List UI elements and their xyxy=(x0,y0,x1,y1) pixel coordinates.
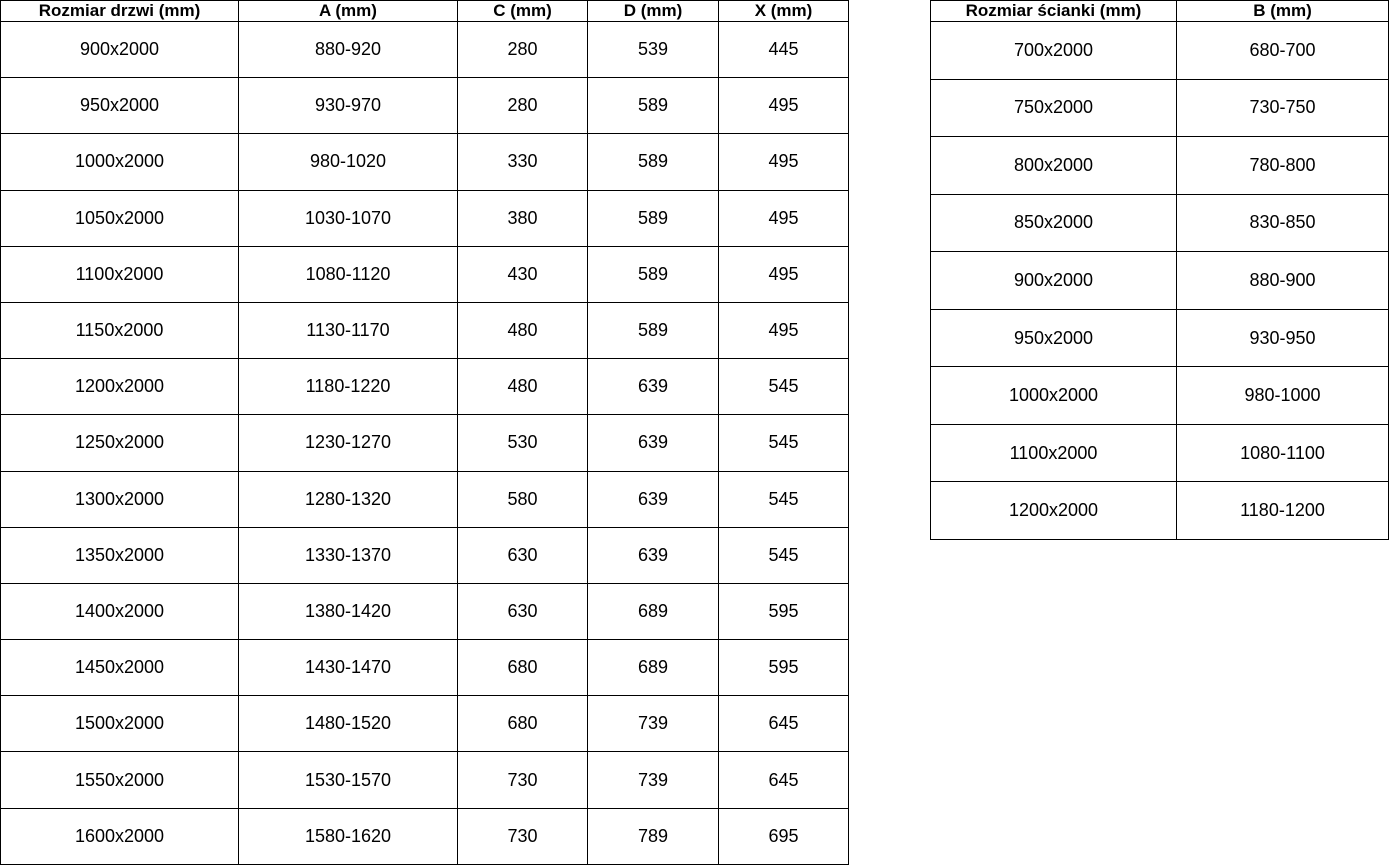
table-cell: 589 xyxy=(588,190,719,246)
table-cell: 1530-1570 xyxy=(239,752,458,808)
table-cell: 980-1000 xyxy=(1177,367,1389,425)
table-cell: 645 xyxy=(719,696,849,752)
table-cell: 1380-1420 xyxy=(239,583,458,639)
table-cell: 830-850 xyxy=(1177,194,1389,252)
table-cell: 1180-1220 xyxy=(239,359,458,415)
door-table-body xyxy=(1,22,849,865)
table-cell: 480 xyxy=(458,302,588,358)
table-cell: 545 xyxy=(719,359,849,415)
table-cell: 880-900 xyxy=(1177,252,1389,310)
table-cell: 689 xyxy=(588,583,719,639)
table-cell: 589 xyxy=(588,246,719,302)
table-cell: 545 xyxy=(719,471,849,527)
table-cell: 680 xyxy=(458,640,588,696)
wall-table-header-row xyxy=(931,1,1389,22)
table-cell: 750x2000 xyxy=(931,79,1177,137)
table-cell: 1480-1520 xyxy=(239,696,458,752)
table-row xyxy=(1,302,849,358)
table-cell: 630 xyxy=(458,583,588,639)
door-table-header-a: A (mm) xyxy=(239,1,458,22)
table-cell: 495 xyxy=(719,78,849,134)
table-cell: 480 xyxy=(458,359,588,415)
table-cell: 280 xyxy=(458,22,588,78)
table-cell: 589 xyxy=(588,302,719,358)
table-cell: 1350x2000 xyxy=(1,527,239,583)
wall-table-header-size: Rozmiar ścianki (mm) xyxy=(931,1,1177,22)
table-cell: 495 xyxy=(719,302,849,358)
table-row xyxy=(931,424,1389,482)
table-cell: 589 xyxy=(588,78,719,134)
table-row xyxy=(931,137,1389,195)
table-cell: 880-920 xyxy=(239,22,458,78)
table-cell: 595 xyxy=(719,583,849,639)
table-cell: 1500x2000 xyxy=(1,696,239,752)
door-table-header-x: X (mm) xyxy=(719,1,849,22)
table-cell: 1300x2000 xyxy=(1,471,239,527)
wall-size-table xyxy=(930,0,1389,540)
table-cell: 639 xyxy=(588,359,719,415)
wall-table-body xyxy=(931,22,1389,540)
table-cell: 680 xyxy=(458,696,588,752)
table-cell: 1450x2000 xyxy=(1,640,239,696)
table-cell: 1080-1120 xyxy=(239,246,458,302)
table-cell: 545 xyxy=(719,527,849,583)
table-row xyxy=(1,696,849,752)
table-cell: 739 xyxy=(588,696,719,752)
table-row xyxy=(1,471,849,527)
table-cell: 630 xyxy=(458,527,588,583)
door-table-header-d: D (mm) xyxy=(588,1,719,22)
table-cell: 639 xyxy=(588,415,719,471)
table-cell: 1100x2000 xyxy=(931,424,1177,482)
table-row xyxy=(1,640,849,696)
table-row xyxy=(1,359,849,415)
door-table-header-size: Rozmiar drzwi (mm) xyxy=(1,1,239,22)
table-row xyxy=(1,583,849,639)
table-cell: 539 xyxy=(588,22,719,78)
table-row xyxy=(1,808,849,864)
table-cell: 1050x2000 xyxy=(1,190,239,246)
table-row xyxy=(1,190,849,246)
table-cell: 930-970 xyxy=(239,78,458,134)
table-row xyxy=(1,134,849,190)
table-row xyxy=(931,22,1389,80)
table-cell: 700x2000 xyxy=(931,22,1177,80)
table-cell: 850x2000 xyxy=(931,194,1177,252)
table-row xyxy=(931,367,1389,425)
table-row xyxy=(931,194,1389,252)
table-cell: 330 xyxy=(458,134,588,190)
table-cell: 689 xyxy=(588,640,719,696)
table-row xyxy=(1,752,849,808)
table-cell: 900x2000 xyxy=(931,252,1177,310)
table-row xyxy=(1,527,849,583)
table-cell: 1600x2000 xyxy=(1,808,239,864)
table-cell: 1230-1270 xyxy=(239,415,458,471)
table-row xyxy=(1,78,849,134)
table-row xyxy=(1,415,849,471)
table-cell: 645 xyxy=(719,752,849,808)
table-cell: 595 xyxy=(719,640,849,696)
table-cell: 1550x2000 xyxy=(1,752,239,808)
table-cell: 680-700 xyxy=(1177,22,1389,80)
table-cell: 1130-1170 xyxy=(239,302,458,358)
table-cell: 639 xyxy=(588,471,719,527)
door-table-header-c: C (mm) xyxy=(458,1,588,22)
table-cell: 1030-1070 xyxy=(239,190,458,246)
table-cell: 495 xyxy=(719,134,849,190)
table-cell: 730 xyxy=(458,752,588,808)
table-cell: 1430-1470 xyxy=(239,640,458,696)
table-cell: 1200x2000 xyxy=(1,359,239,415)
table-row xyxy=(1,22,849,78)
table-cell: 1150x2000 xyxy=(1,302,239,358)
table-row xyxy=(931,309,1389,367)
table-row xyxy=(931,252,1389,310)
table-row xyxy=(931,482,1389,540)
table-cell: 380 xyxy=(458,190,588,246)
table-cell: 1330-1370 xyxy=(239,527,458,583)
table-cell: 1100x2000 xyxy=(1,246,239,302)
table-cell: 1400x2000 xyxy=(1,583,239,639)
wall-table-header-b: B (mm) xyxy=(1177,1,1389,22)
table-cell: 639 xyxy=(588,527,719,583)
table-cell: 950x2000 xyxy=(1,78,239,134)
table-cell: 1580-1620 xyxy=(239,808,458,864)
door-table-header-row xyxy=(1,1,849,22)
table-cell: 530 xyxy=(458,415,588,471)
table-cell: 580 xyxy=(458,471,588,527)
table-cell: 980-1020 xyxy=(239,134,458,190)
table-cell: 1080-1100 xyxy=(1177,424,1389,482)
table-cell: 780-800 xyxy=(1177,137,1389,195)
table-cell: 900x2000 xyxy=(1,22,239,78)
table-cell: 495 xyxy=(719,246,849,302)
table-cell: 950x2000 xyxy=(931,309,1177,367)
table-cell: 1250x2000 xyxy=(1,415,239,471)
table-cell: 730-750 xyxy=(1177,79,1389,137)
table-cell: 1200x2000 xyxy=(931,482,1177,540)
table-cell: 789 xyxy=(588,808,719,864)
table-cell: 930-950 xyxy=(1177,309,1389,367)
table-cell: 445 xyxy=(719,22,849,78)
table-cell: 495 xyxy=(719,190,849,246)
table-cell: 589 xyxy=(588,134,719,190)
table-cell: 1280-1320 xyxy=(239,471,458,527)
table-cell: 430 xyxy=(458,246,588,302)
table-cell: 1000x2000 xyxy=(931,367,1177,425)
table-cell: 1000x2000 xyxy=(1,134,239,190)
table-row xyxy=(1,246,849,302)
table-row xyxy=(931,79,1389,137)
table-cell: 730 xyxy=(458,808,588,864)
table-cell: 1180-1200 xyxy=(1177,482,1389,540)
table-cell: 800x2000 xyxy=(931,137,1177,195)
table-cell: 545 xyxy=(719,415,849,471)
table-cell: 695 xyxy=(719,808,849,864)
table-cell: 739 xyxy=(588,752,719,808)
table-cell: 280 xyxy=(458,78,588,134)
